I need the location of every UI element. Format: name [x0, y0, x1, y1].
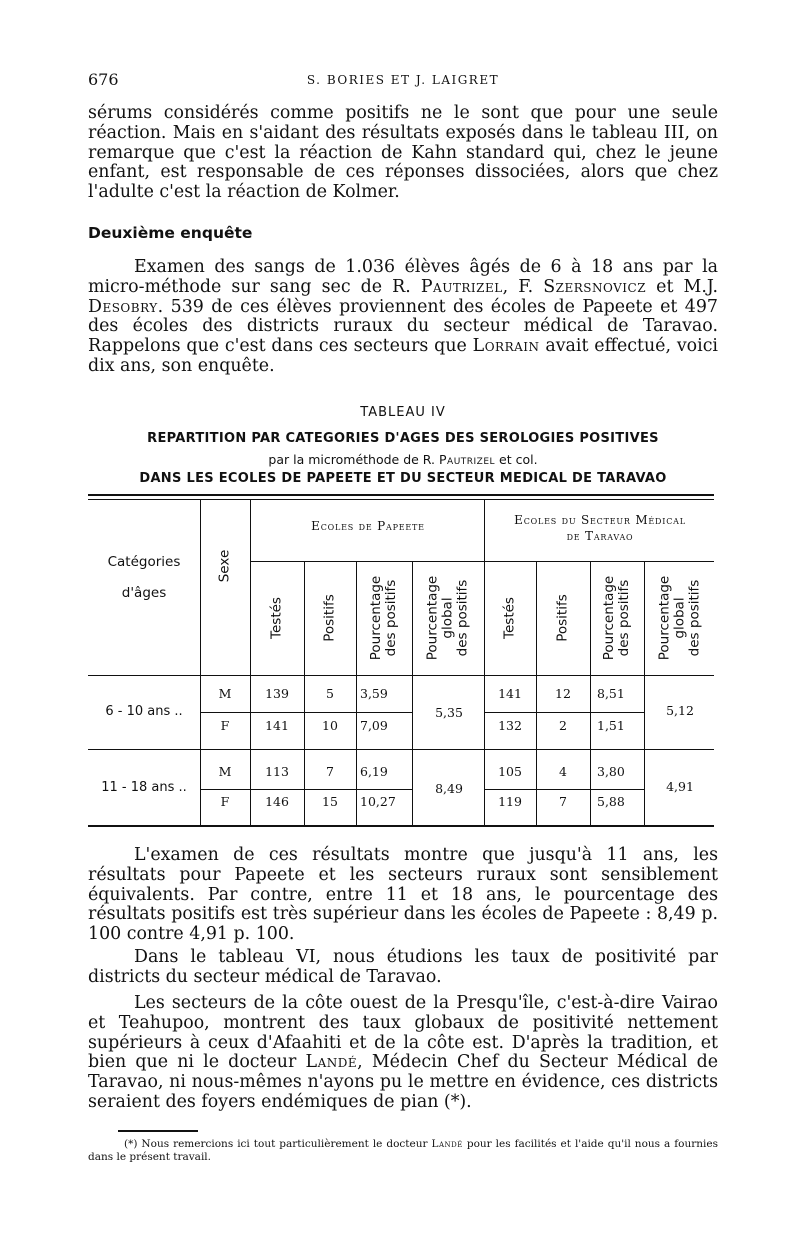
cell-sexe: F: [220, 794, 230, 809]
column-rule: [644, 562, 645, 825]
column-rule: [250, 500, 251, 825]
header-line: global: [439, 597, 456, 639]
header-line: Pourcentage: [368, 575, 384, 661]
row-divider: [200, 712, 412, 713]
table-top-rule: [88, 494, 714, 496]
cell-positifs: 10: [322, 718, 338, 733]
col-header-positifs: Positifs: [554, 594, 571, 642]
group-header-taravao-line2: de Taravao: [566, 529, 634, 543]
text-run: , Médecin Chef du Secteur Médical de Taravao, ni nous-mêmes n'ayons pu le mettre en évidence, ces districts seraient des foyers endémiques de pian (*).: [88, 1052, 719, 1112]
paragraph-sectors: [88, 994, 718, 1113]
group-divider: [88, 749, 714, 750]
author-name: Desobry: [88, 296, 158, 317]
header-line: global: [671, 597, 688, 639]
cell-positifs: 5: [326, 686, 334, 701]
col-header-pourcentage: [602, 576, 632, 660]
cell-pourcentage: 3,80: [597, 764, 625, 779]
author-name: Landé: [431, 1138, 463, 1150]
text-run: pour les facilités et l'aide qu'il nous a fournies dans le présent travail.: [88, 1138, 718, 1163]
author-name: Pautrizel: [420, 276, 503, 297]
paragraph-intro: sérums considérés comme positifs ne le sont que pour une seule réaction. Mais en s'aidant des résultats exposés dans le tableau III, on remarque que c'est la réaction de Kahn standard qui, chez le jeune enfant, est responsable de ces réponses dissociées, alors que chez l'adulte c'est la réaction de Kolmer.: [88, 103, 718, 203]
cell-positifs: 7: [559, 794, 567, 809]
text-run: (*) Nous remercions ici tout particulièrement le docteur: [124, 1138, 432, 1150]
table-subtitle: REPARTITION PAR CATEGORIES D'AGES DES SEROLOGIES POSITIVES: [147, 431, 659, 446]
footnote-rule: [118, 1130, 198, 1132]
cell-global: 8,49: [435, 781, 463, 796]
cell-pourcentage: 6,19: [360, 764, 388, 779]
cell-positifs: 7: [326, 764, 334, 779]
running-head-authors: S. BORIES ET J. LAIGRET: [306, 73, 500, 87]
column-rule: [200, 500, 201, 825]
header-line: des positifs: [616, 579, 632, 657]
cell-testes: 139: [265, 686, 289, 701]
sexe-header: Sexe: [216, 549, 233, 583]
cell-positifs: 15: [322, 794, 338, 809]
categories-header-line2: d'âges: [121, 585, 167, 601]
cell-testes: 146: [265, 794, 289, 809]
author-name: Lorrain: [472, 336, 540, 357]
cell-testes: 132: [498, 718, 522, 733]
cell-pourcentage: 5,88: [597, 794, 625, 809]
row-divider: [484, 712, 644, 713]
text-run: et col.: [495, 452, 538, 467]
cell-testes: 105: [498, 764, 522, 779]
cell-positifs: 12: [555, 686, 571, 701]
table-top-rule-2: [88, 499, 714, 500]
cell-pourcentage: 1,51: [597, 718, 625, 733]
column-rule: [536, 562, 537, 825]
col-header-testes: Testés: [501, 597, 518, 639]
cell-global: 5,35: [435, 705, 463, 720]
text-run: par la microméthode de R.: [268, 452, 439, 467]
text-run: Les secteurs de la côte ouest de la Presqu'île, c'est-à-dire Vairao et Teahupoo, montrent des taux globaux de positivité nettement supérieurs à ceux d'Afaahiti et de la côte est. D'après la tradition, et bien que ni le docteur: [88, 993, 718, 1073]
column-rule: [304, 562, 305, 825]
header-bottom-rule: [88, 675, 714, 676]
group-header-taravao-line1: Ecoles du Secteur Médical: [514, 513, 686, 527]
cell-pourcentage: 7,09: [360, 718, 388, 733]
age-category: 11 - 18 ans ..: [101, 780, 187, 795]
header-line: Pourcentage: [424, 575, 441, 661]
author-name: Landé: [305, 1052, 358, 1073]
footnote: [88, 1138, 718, 1164]
text-run: et M.J.: [646, 276, 718, 297]
cell-pourcentage: 3,59: [360, 686, 388, 701]
text-run: Examen des sangs de 1.036 élèves âgés de 6 à 18 ans par la micro-méthode sur sang sec de R.: [88, 257, 718, 297]
cell-positifs: 4: [559, 764, 567, 779]
table-title: TABLEAU IV: [360, 405, 446, 420]
table-bottom-rule: [88, 825, 714, 827]
row-divider: [484, 789, 644, 790]
col-header-positifs: Positifs: [321, 594, 338, 642]
column-rule: [484, 500, 485, 825]
header-line: des positifs: [383, 579, 399, 657]
author-name: Pautrizel: [439, 452, 496, 467]
age-category: 6 - 10 ans ..: [105, 704, 183, 719]
cell-positifs: 2: [559, 718, 567, 733]
header-line: des positifs: [686, 579, 703, 657]
col-header-pourcentage: [369, 576, 399, 660]
group-header-taravao: [486, 512, 714, 544]
section-heading: Deuxième enquête: [88, 224, 253, 242]
text-run: avait effectué, voici dix ans, son enquête.: [88, 336, 718, 376]
column-rule: [590, 562, 591, 825]
col-header-global: [658, 576, 703, 660]
paragraph-exam: L'examen de ces résultats montre que jusqu'à 11 ans, les résultats pour Papeete et les secteurs ruraux sont sensiblement équivalents. Par contre, entre 11 et 18 ans, le pourcentage des résultats positifs est très supérieur dans les écoles de Papeete : 8,49 p. 100 contre 4,91 p. 100.: [88, 845, 718, 945]
col-header-global: [426, 576, 471, 660]
text-run: , F.: [502, 276, 544, 297]
table-location-line: DANS LES ECOLES DE PAPEETE ET DU SECTEUR MEDICAL DE TARAVAO: [139, 471, 667, 486]
column-rule: [356, 562, 357, 825]
cell-sexe: M: [218, 764, 232, 779]
author-name: Szersnovicz: [543, 276, 647, 297]
paragraph-table-vi: Dans le tableau VI, nous étudions les taux de positivité par districts du secteur médical de Taravao.: [88, 947, 718, 987]
cell-pourcentage: 8,51: [597, 686, 625, 701]
cell-testes: 141: [265, 718, 289, 733]
page-number: 676: [88, 70, 119, 89]
group-header-papeete: Ecoles de Papeete: [311, 519, 425, 533]
header-line: des positifs: [454, 579, 471, 657]
cell-pourcentage: 10,27: [360, 794, 396, 809]
cell-global: 4,91: [666, 779, 694, 794]
column-rule: [412, 562, 413, 825]
header-line: Pourcentage: [601, 575, 617, 661]
header-line: Pourcentage: [656, 575, 673, 661]
cell-sexe: F: [220, 718, 230, 733]
col-header-testes: Testés: [268, 597, 285, 639]
cell-testes: 119: [498, 794, 522, 809]
text-run: . 539 de ces élèves proviennent des écoles de Papeete et 497 des écoles des districts ruraux du secteur médical de Taravao. Rappelons que c'est dans ces secteurs que: [88, 296, 718, 357]
cell-testes: 141: [498, 686, 522, 701]
cell-testes: 113: [265, 764, 289, 779]
cell-sexe: M: [218, 686, 232, 701]
row-divider: [200, 789, 412, 790]
categories-header: Catégories: [107, 554, 181, 570]
cell-global: 5,12: [666, 703, 694, 718]
